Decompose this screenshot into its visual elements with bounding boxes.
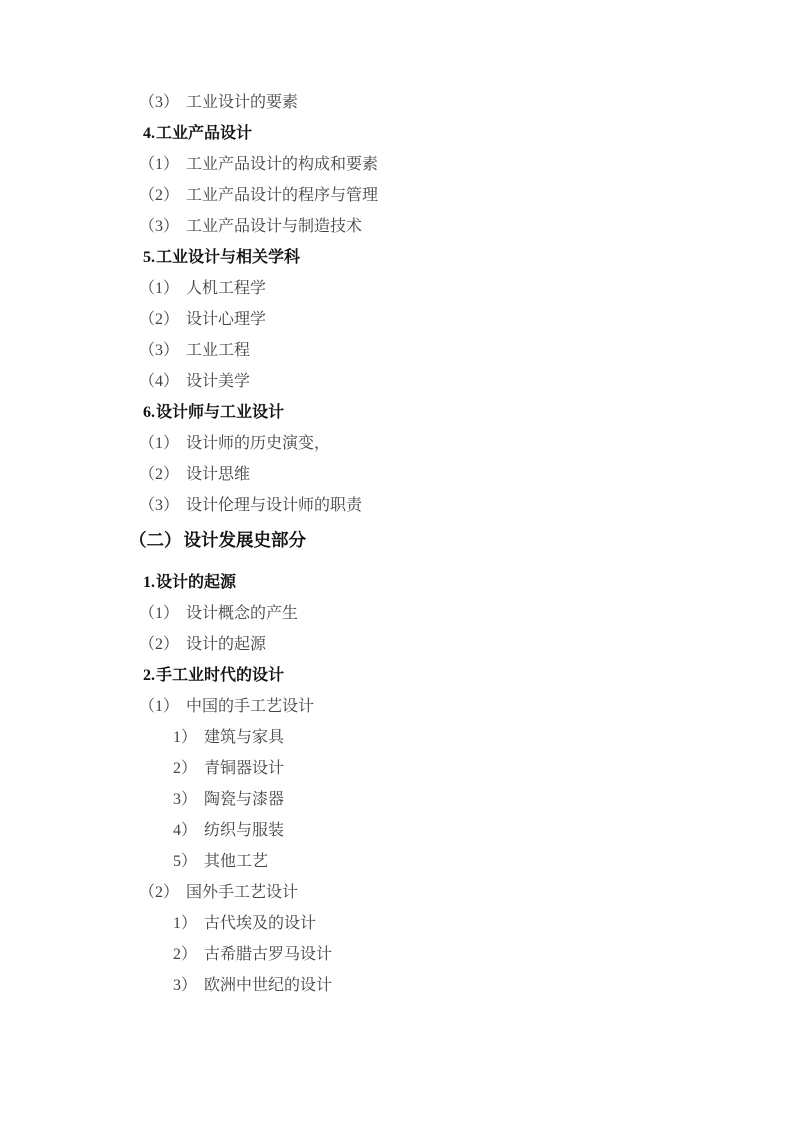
- line-text: 人机工程学: [186, 280, 267, 297]
- line-marker: （2）: [139, 466, 180, 483]
- line-marker: 4）: [173, 822, 198, 839]
- line-text: 设计的起源: [186, 636, 267, 653]
- line-text: 纺织与服装: [204, 822, 285, 839]
- outline-line: [0, 366, 793, 397]
- line-marker: 4.: [143, 125, 155, 142]
- line-text: 建筑与家具: [204, 729, 285, 746]
- outline-line: [0, 525, 793, 556]
- line-text: 陶瓷与漆器: [204, 791, 285, 808]
- outline-line: [0, 428, 793, 459]
- outline-line: [0, 815, 793, 846]
- line-text: 工业产品设计的构成和要素: [186, 156, 379, 173]
- line-marker: （3）: [139, 94, 180, 111]
- outline-line: [0, 273, 793, 304]
- outline-line: [0, 846, 793, 877]
- line-text: 青铜器设计: [204, 760, 285, 777]
- line-marker: 1.: [143, 574, 155, 591]
- line-text: 其他工艺: [204, 853, 269, 870]
- outline-line: [0, 939, 793, 970]
- line-marker: （4）: [139, 373, 180, 390]
- line-text: 工业产品设计与制造技术: [186, 218, 363, 235]
- line-text: 古希腊古罗马设计: [204, 946, 333, 963]
- line-marker: 6.: [143, 404, 155, 421]
- line-marker: 5）: [173, 853, 198, 870]
- line-marker: （1）: [139, 435, 180, 452]
- outline-line: [0, 118, 793, 149]
- outline-line: [0, 660, 793, 691]
- line-marker: （2）: [139, 187, 180, 204]
- outline-line: [0, 304, 793, 335]
- outline-line: [0, 970, 793, 1001]
- line-text: 中国的手工艺设计: [186, 698, 315, 715]
- course-outline: [0, 87, 793, 1001]
- line-marker: 2）: [173, 760, 198, 777]
- line-text: 设计的起源: [156, 574, 237, 591]
- line-text: 设计师的历史演变，: [186, 435, 331, 452]
- line-marker: （1）: [139, 280, 180, 297]
- line-marker: 3）: [173, 977, 198, 994]
- outline-line: [0, 242, 793, 273]
- outline-line: [0, 877, 793, 908]
- outline-line: [0, 598, 793, 629]
- outline-line: [0, 335, 793, 366]
- line-marker: 2）: [173, 946, 198, 963]
- line-marker: （2）: [139, 884, 180, 901]
- line-marker: （3）: [139, 218, 180, 235]
- line-marker: （二）: [129, 530, 182, 550]
- line-text: 工业工程: [186, 342, 251, 359]
- line-text: 工业设计与相关学科: [156, 249, 301, 266]
- line-text: 设计师与工业设计: [156, 404, 285, 421]
- line-text: 古代埃及的设计: [204, 915, 317, 932]
- line-marker: 3）: [173, 791, 198, 808]
- line-text: 设计概念的产生: [186, 605, 299, 622]
- line-marker: （1）: [139, 698, 180, 715]
- outline-line: [0, 180, 793, 211]
- outline-line: [0, 722, 793, 753]
- outline-line: [0, 784, 793, 815]
- line-marker: （3）: [139, 342, 180, 359]
- line-marker: （2）: [139, 311, 180, 328]
- line-marker: （3）: [139, 497, 180, 514]
- line-text: 欧洲中世纪的设计: [204, 977, 333, 994]
- line-marker: （2）: [139, 636, 180, 653]
- line-text: 工业设计的要素: [186, 94, 299, 111]
- line-text: 工业产品设计: [156, 125, 253, 142]
- outline-line: [0, 397, 793, 428]
- outline-line: [0, 567, 793, 598]
- line-marker: 5.: [143, 249, 155, 266]
- outline-line: [0, 87, 793, 118]
- line-text: 设计思维: [186, 466, 251, 483]
- line-text: 设计伦理与设计师的职责: [186, 497, 363, 514]
- outline-line: [0, 490, 793, 521]
- outline-line: [0, 149, 793, 180]
- outline-line: [0, 753, 793, 784]
- line-text: 国外手工艺设计: [186, 884, 299, 901]
- line-marker: （1）: [139, 156, 180, 173]
- line-marker: （1）: [139, 605, 180, 622]
- outline-line: [0, 459, 793, 490]
- outline-line: [0, 629, 793, 660]
- line-marker: 2.: [143, 667, 155, 684]
- line-marker: 1）: [173, 729, 198, 746]
- line-text: 设计心理学: [186, 311, 267, 328]
- outline-line: [0, 691, 793, 722]
- line-text: 手工业时代的设计: [156, 667, 285, 684]
- line-text: 工业产品设计的程序与管理: [186, 187, 379, 204]
- line-text: 设计美学: [186, 373, 251, 390]
- outline-line: [0, 908, 793, 939]
- line-text: 设计发展史部分: [183, 530, 306, 550]
- line-marker: 1）: [173, 915, 198, 932]
- outline-line: [0, 211, 793, 242]
